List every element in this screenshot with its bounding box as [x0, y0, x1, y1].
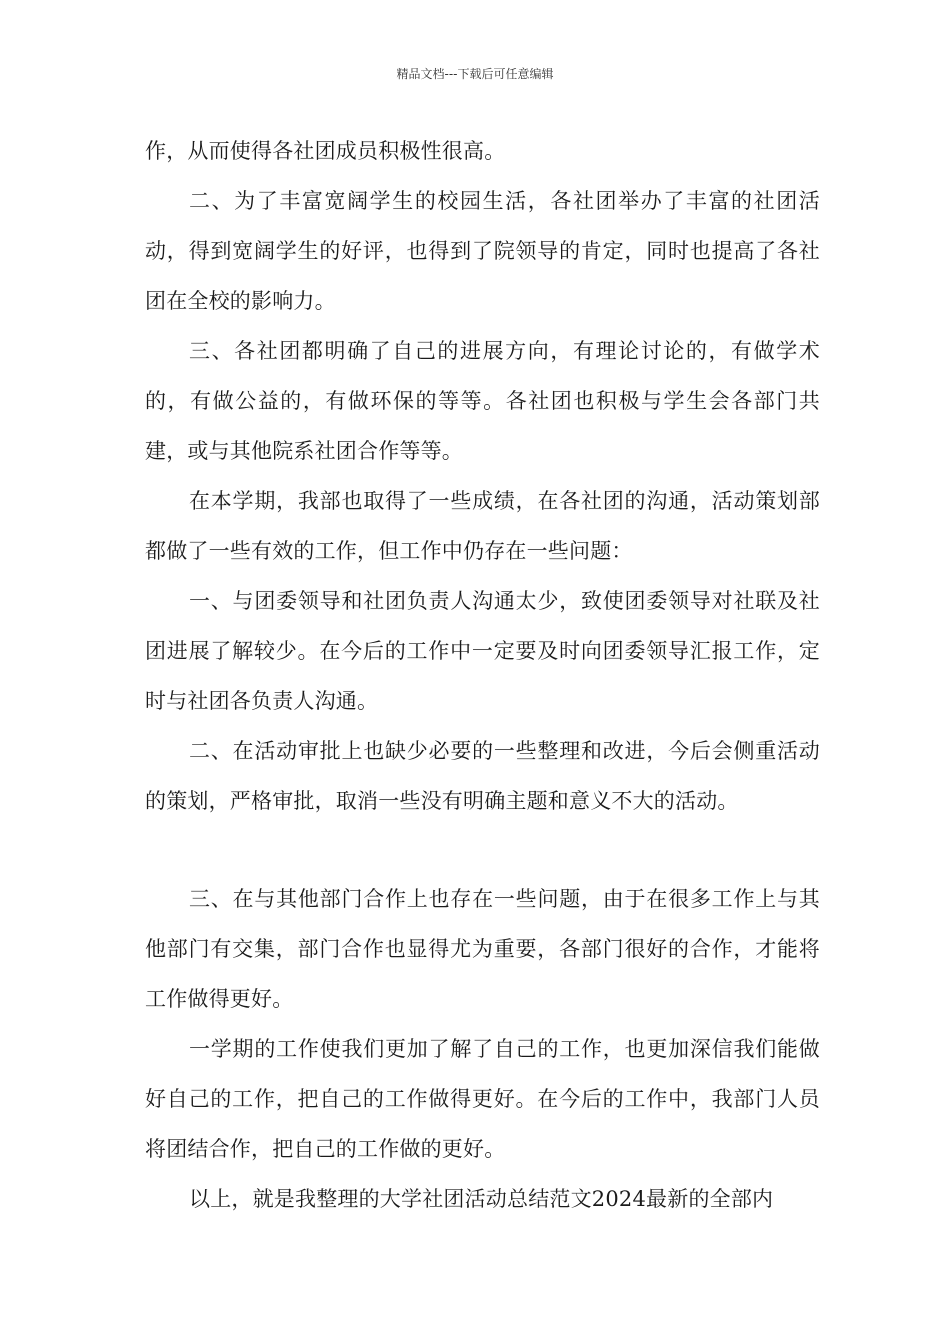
- document-body: [145, 126, 820, 1224]
- paragraph-problem-one: 一、与团委领导和社团负责人沟通太少，致使团委领导对社联及社团进展了解较少。在今后的工作中一定要及时向团委领导汇报工作，定时与社团各负责人沟通。: [145, 589, 820, 713]
- page-header: 精品文档---下载后可任意编辑: [396, 67, 554, 81]
- paragraph-point-three: 三、各社团都明确了自己的进展方向，有理论讨论的，有做学术的，有做公益的，有做环保的等等。各社团也积极与学生会各部门共建，或与其他院系社团合作等等。: [145, 339, 820, 463]
- paragraph-point-two: 二、为了丰富宽阔学生的校园生活，各社团举办了丰富的社团活动，得到宽阔学生的好评，也得到了院领导的肯定，同时也提高了各社团在全校的影响力。: [145, 189, 820, 313]
- paragraph-closing: 以上，就是我整理的大学社团活动总结范文2024最新的全部内: [189, 1187, 774, 1211]
- paragraph-gap: [145, 826, 820, 874]
- paragraph-problem-two: 二、在活动审批上也缺少必要的一些整理和改进，今后会侧重活动的策划，严格审批，取消一些没有明确主题和意义不大的活动。: [145, 739, 820, 813]
- paragraph-problem-three: 三、在与其他部门合作上也存在一些问题，由于在很多工作上与其他部门有交集，部门合作也显得尤为重要，各部门很好的合作，才能将工作做得更好。: [145, 887, 820, 1011]
- paragraph-semester-summary: 一学期的工作使我们更加了解了自己的工作，也更加深信我们能做好自己的工作，把自己的工作做得更好。在今后的工作中，我部门人员将团结合作，把自己的工作做的更好。: [145, 1037, 820, 1161]
- paragraph-continuation: 作，从而使得各社团成员积极性很高。: [145, 139, 506, 163]
- paragraph-achievements: 在本学期，我部也取得了一些成绩，在各社团的沟通，活动策划部都做了一些有效的工作，但工作中仍存在一些问题：: [145, 489, 820, 563]
